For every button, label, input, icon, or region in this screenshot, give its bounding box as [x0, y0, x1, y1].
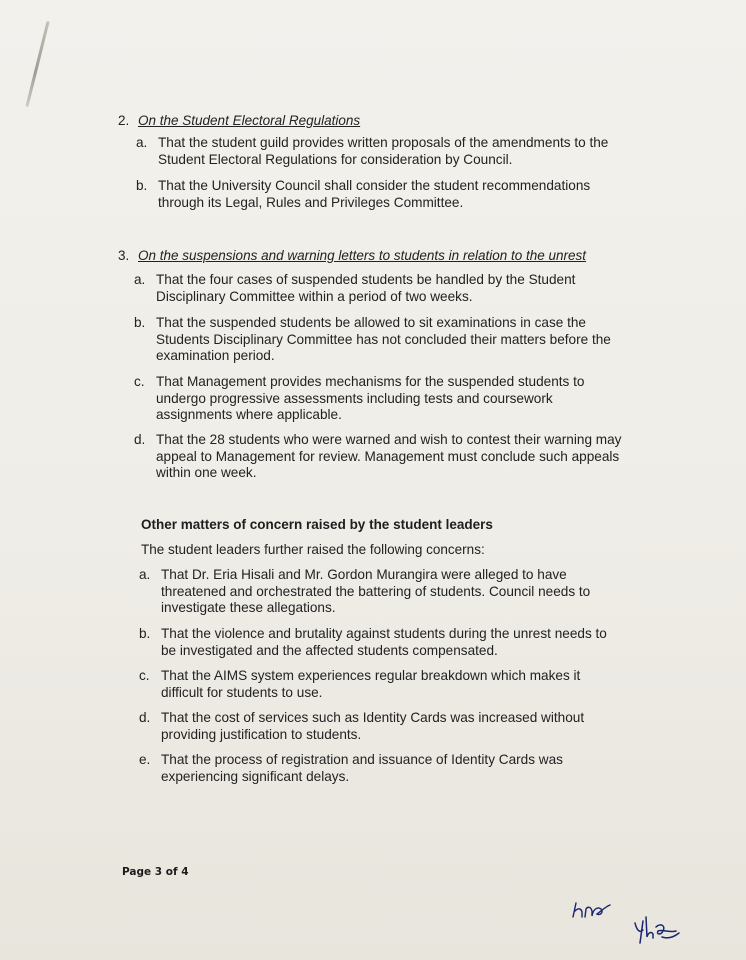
list-item — [136, 135, 628, 168]
list-item — [139, 752, 628, 785]
item-line: That the violence and brutality against students during the unrest needs to — [161, 626, 607, 641]
item-line: investigate these allegations. — [161, 600, 336, 616]
item-line: examination period. — [156, 348, 275, 364]
item-line: providing justification to students. — [161, 726, 362, 742]
item-marker: b. — [139, 626, 151, 641]
handwritten-initials-2 — [632, 913, 684, 947]
section-title: On the suspensions and warning letters to students in relation to the unrest — [138, 248, 587, 263]
item-line: experiencing significant delays. — [161, 768, 350, 784]
item-line: That the student guild provides written proposals of the amendments to the — [158, 135, 609, 150]
item-line: That the University Council shall consider the student recommendations — [158, 178, 591, 193]
list-item — [134, 374, 628, 424]
item-line: That the cost of services such as Identity Cards was increased without — [161, 710, 585, 725]
item-line: Student Electoral Regulations for consideration by Council. — [158, 151, 513, 167]
list-item — [134, 432, 628, 482]
page-number — [122, 866, 189, 878]
item-marker: c. — [134, 374, 145, 389]
item-line: threatened and orchestrated the battering of students. Council needs to — [161, 583, 591, 599]
item-line: within one week. — [156, 465, 257, 481]
page-of: of — [165, 866, 178, 878]
section-number: 3. — [118, 248, 130, 263]
item-marker: d. — [139, 710, 151, 725]
list-item — [139, 626, 628, 659]
item-line: appeal to Management for review. Management must conclude such appeals — [156, 448, 620, 464]
section-title: On the Student Electoral Regulations — [138, 113, 361, 128]
item-line: That Management provides mechanisms for the suspended students to — [156, 374, 585, 389]
list-item — [139, 710, 628, 743]
item-line: difficult for students to use. — [161, 684, 323, 700]
item-line: be investigated and the affected students compensated. — [161, 642, 498, 658]
item-marker: b. — [136, 178, 148, 193]
list-item — [134, 272, 628, 305]
section-number: 2. — [118, 113, 130, 128]
page-current: 3 — [154, 866, 163, 878]
item-line: assignments where applicable. — [156, 407, 342, 423]
item-line: Students Disciplinary Committee has not concluded their matters before the — [156, 331, 611, 347]
item-marker: e. — [139, 752, 151, 767]
list-item — [139, 668, 628, 701]
item-marker: a. — [136, 135, 148, 150]
item-marker: a. — [134, 272, 146, 287]
item-line: That the suspended students be allowed to sit examinations in case the — [156, 315, 586, 330]
item-line: That the four cases of suspended students be handled by the Student — [156, 272, 576, 287]
section-3-heading — [118, 248, 586, 263]
section-2-heading — [118, 113, 360, 128]
other-matters-heading: Other matters of concern raised by the student leaders — [141, 517, 493, 532]
item-marker: c. — [139, 668, 150, 683]
item-line: That the 28 students who were warned and wish to contest their warning may — [156, 432, 622, 447]
item-marker: d. — [134, 432, 146, 447]
item-line: That the AIMS system experiences regular breakdown which makes it — [161, 668, 581, 683]
page-label: Page — [122, 866, 152, 878]
item-line: Disciplinary Committee within a period of two weeks. — [156, 288, 473, 304]
page-total: 4 — [181, 866, 189, 878]
item-line: That the process of registration and issuance of Identity Cards was — [161, 752, 563, 767]
list-item — [134, 315, 628, 365]
item-marker: a. — [139, 567, 151, 582]
list-item — [136, 178, 628, 211]
item-line: through its Legal, Rules and Privileges Committee. — [158, 194, 464, 210]
item-line: undergo progressive assessments including tests and coursework — [156, 390, 553, 406]
list-item — [139, 567, 628, 617]
item-marker: b. — [134, 315, 146, 330]
handwritten-initials-1 — [570, 895, 620, 925]
other-matters-intro: The student leaders further raised the following concerns: — [141, 542, 485, 557]
item-line: That Dr. Eria Hisali and Mr. Gordon Murangira were alleged to have — [161, 567, 567, 582]
